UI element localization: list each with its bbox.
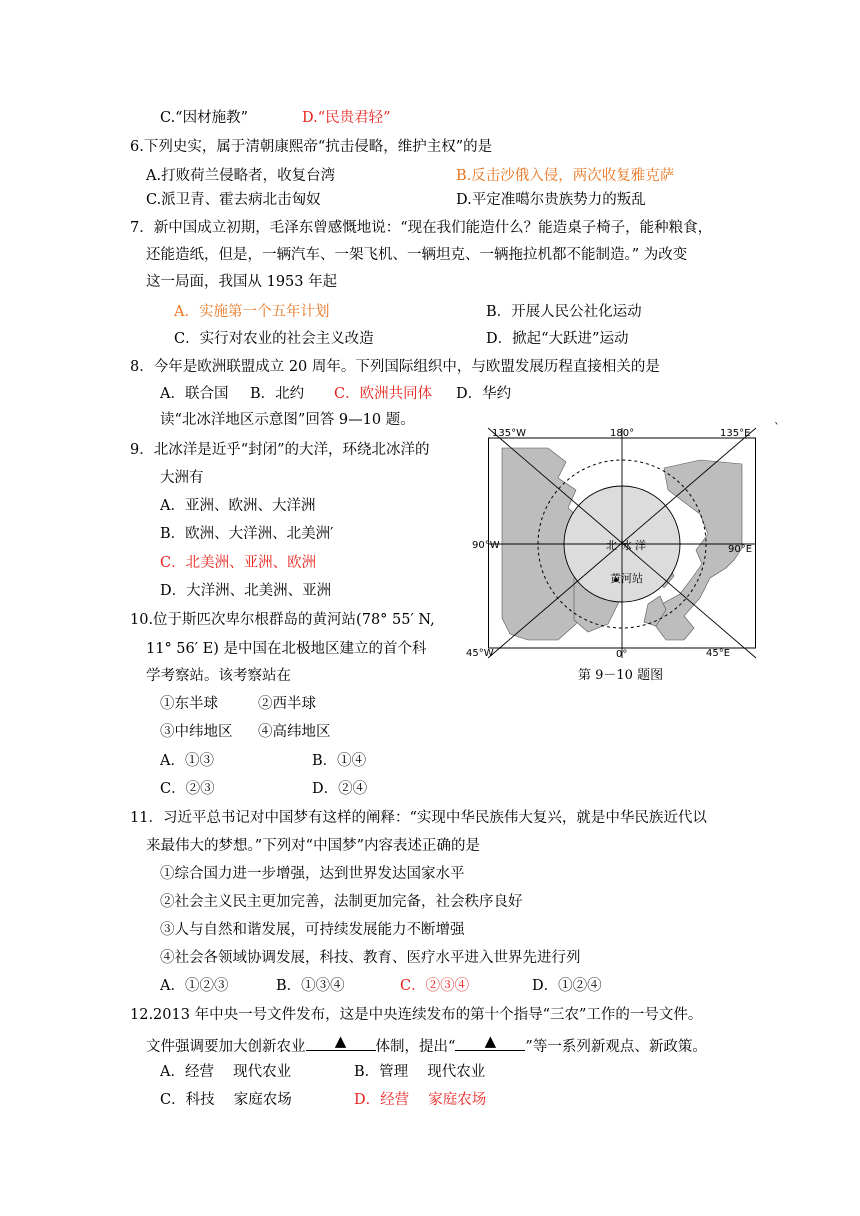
q10-option-b: B．①④ <box>312 753 367 769</box>
stray-tick-mark: ` <box>774 421 780 435</box>
q12-stem-line1: 12.2013 年中央一号文件发布，这是中央连续发布的第十个指导“三农”工作的一号文件。 <box>130 1007 703 1023</box>
q10-item-4: ④高纬地区 <box>258 724 331 740</box>
map-label-arctic-ocean: 北 冰 洋 <box>606 539 646 552</box>
q10-item-1: ①东半球 <box>160 696 218 712</box>
q12-stem-line2 <box>146 1033 707 1057</box>
q11-item-1: ①综合国力进一步增强，达到世界发达国家水平 <box>160 866 465 882</box>
q11-stem-line2: 来最伟大的梦想。”下列对“中国梦”内容表述正确的是 <box>146 838 480 854</box>
q8-option-b: B．北约 <box>250 386 305 402</box>
q6-option-c: C.派卫青、霍去病北击匈奴 <box>146 192 321 208</box>
q10-option-c: C．②③ <box>160 781 215 797</box>
q7-option-a: A．实施第一个五年计划 <box>174 304 330 320</box>
q12-blank-2 <box>455 1033 525 1051</box>
q12-option-d: D．经营 家庭农场 <box>354 1092 487 1108</box>
q6-option-a: A.打败荷兰侵略者，收复台湾 <box>146 168 336 184</box>
q8-option-a: A．联合国 <box>160 386 229 402</box>
map-label-90e: 90°E <box>728 544 753 555</box>
q10-option-a: A．①③ <box>160 753 214 769</box>
map-label-0: 0° <box>616 649 628 660</box>
map-label-huanghe-station: 黄河站 <box>610 572 643 585</box>
q12-text-a: 文件强调要加大创新农业 <box>146 1039 306 1055</box>
arctic-ocean-map <box>466 428 756 660</box>
q7-option-c: C．实行对农业的社会主义改造 <box>174 331 374 347</box>
reading-intro: 读“北冰洋地区示意图”回答 9—10 题。 <box>160 412 415 428</box>
map-label-135w: 135°W <box>492 428 526 439</box>
q12-option-b: B．管理 现代农业 <box>354 1064 486 1080</box>
q10-stem-line2: 11° 56′ E) 是中国在北极地区建立的首个科 <box>146 641 427 657</box>
q10-stem-line1: 10.位于斯匹次卑尔根群岛的黄河站(78° 55′ N, <box>130 612 435 628</box>
blank-triangle-icon: ▲ <box>484 1032 497 1050</box>
q6-stem: 6.下列史实，属于清朝康熙帝“抗击侵略，维护主权”的是 <box>130 139 493 155</box>
q11-option-b: B．①③④ <box>276 978 345 994</box>
q7-stem-line3: 这一局面，我国从 1953 年起 <box>146 274 338 290</box>
map-label-45e: 45°E <box>706 648 731 659</box>
q11-item-2: ②社会主义民主更加完善，法制更加完备，社会秩序良好 <box>160 894 523 910</box>
q10-item-2: ②西半球 <box>258 696 316 712</box>
q9-option-a: A．亚洲、欧洲、大洋洲 <box>160 498 316 514</box>
q12-option-c: C．科技 家庭农场 <box>160 1092 292 1108</box>
q10-stem-line3: 学考察站。该考察站在 <box>146 668 291 684</box>
q5-option-c: C.“因材施教” <box>160 110 249 126</box>
map-label-135e: 135°E <box>720 428 751 439</box>
q8-option-d: D．华约 <box>456 386 512 402</box>
q9-stem-line1: 9．北冰洋是近乎“封闭”的大洋，环绕北冰洋的 <box>130 442 430 458</box>
q8-stem: 8．今年是欧洲联盟成立 20 周年。下列国际组织中，与欧盟发展历程直接相关的是 <box>130 359 660 375</box>
q7-stem-line1: 7．新中国成立初期，毛泽东曾感慨地说：“现在我们能造什么？能造桌子椅子，能种粮食， <box>130 220 713 236</box>
q12-option-a: A．经营 现代农业 <box>160 1064 292 1080</box>
q11-item-4: ④社会各领域协调发展，科技、教育、医疗水平进入世界先进行列 <box>160 950 581 966</box>
q6-option-b: B.反击沙俄入侵，两次收复雅克萨 <box>456 168 675 184</box>
q5-option-d: D.“民贵君轻” <box>302 110 391 126</box>
q11-option-c: C．②③④ <box>400 978 470 994</box>
q9-option-b: B．欧洲、大洋洲、北美洲′ <box>160 526 334 542</box>
q11-option-a: A．①②③ <box>160 978 229 994</box>
q12-text-b: 体制，提出“ <box>375 1039 456 1055</box>
q9-option-c: C．北美洲、亚洲、欧洲 <box>160 555 317 571</box>
q8-option-c: C．欧洲共同体 <box>334 386 433 402</box>
q9-option-d: D．大洋洲、北美洲、亚洲 <box>160 583 332 599</box>
q7-option-b: B．开展人民公社化运动 <box>486 304 642 320</box>
q10-item-3: ③中纬地区 <box>160 724 233 740</box>
map-label-45w: 45°W <box>466 648 494 659</box>
q7-stem-line2: 还能造纸，但是，一辆汽车、一架飞机、一辆坦克、一辆拖拉机都不能制造。” 为改变 <box>146 247 688 263</box>
q9-stem-line2: 大洲有 <box>160 470 204 486</box>
q11-stem-line1: 11．习近平总书记对中国梦有这样的阐释：“实现中华民族伟大复兴，就是中华民族近代以 <box>130 810 707 826</box>
q12-text-c: ”等一系列新观点、新政策。 <box>525 1039 707 1055</box>
q12-blank-1 <box>306 1033 376 1051</box>
q11-item-3: ③人与自然和谐发展，可持续发展能力不断增强 <box>160 922 465 938</box>
q11-option-d: D．①②④ <box>532 978 602 994</box>
q10-option-d: D．②④ <box>312 781 368 797</box>
map-caption: 第 9－10 题图 <box>578 668 664 683</box>
q6-option-d: D.平定准噶尔贵族势力的叛乱 <box>456 192 646 208</box>
q7-option-d: D．掀起“大跃进”运动 <box>486 331 629 347</box>
blank-triangle-icon: ▲ <box>334 1032 347 1050</box>
map-label-90w: 90°W <box>472 540 500 551</box>
map-label-180: 180° <box>610 428 635 439</box>
